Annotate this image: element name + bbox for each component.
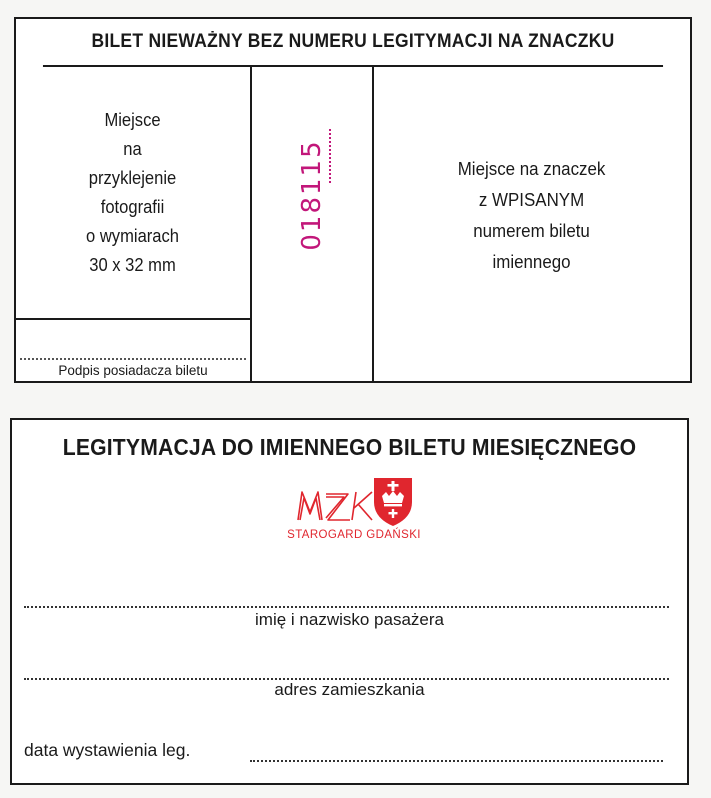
number-column <box>252 67 374 381</box>
logo-subtitle: STAROGARD GDAŃSKI <box>287 529 421 541</box>
photo-column <box>16 67 252 381</box>
stamp-line: imiennego <box>492 252 572 272</box>
photo-line: przyklejenie <box>89 167 177 188</box>
signature-label: Podpis posiadacza biletu <box>58 363 208 378</box>
mzk-letters <box>298 492 372 520</box>
stamp-line: z WPISANYM <box>479 190 585 210</box>
stamp-line: Miejsce na znaczek <box>458 159 606 179</box>
id-card <box>10 418 689 785</box>
number-dotted-line <box>329 129 331 183</box>
photo-instructions <box>87 106 180 280</box>
name-field[interactable] <box>24 606 669 608</box>
photo-line: Miejsce <box>104 109 162 130</box>
ticket-card <box>14 17 692 383</box>
mzk-logo <box>286 472 422 542</box>
date-field[interactable] <box>250 760 663 762</box>
address-label: adres zamieszkania <box>274 680 425 699</box>
ticket-header: BILET NIEWAŻNY BEZ NUMERU LEGITYMACJI NA ZNACZKU <box>43 19 663 67</box>
stamp-column <box>374 67 690 381</box>
photo-placeholder <box>16 67 250 320</box>
photo-line: o wymiarach <box>86 225 180 246</box>
signature-line[interactable] <box>20 358 246 360</box>
stamp-instructions <box>458 154 606 278</box>
stamp-line: numerem biletu <box>473 221 591 241</box>
coat-of-arms-icon <box>374 478 412 526</box>
date-label: data wystawienia leg. <box>24 740 191 760</box>
id-card-title: LEGITYMACJA DO IMIENNEGO BILETU MIESIĘCZNEGO <box>62 434 637 460</box>
photo-line: na <box>123 138 143 159</box>
photo-line: 30 x 32 mm <box>89 254 177 275</box>
photo-line: fotografii <box>101 196 165 217</box>
ticket-number: 018115 <box>297 139 327 251</box>
name-label: imię i nazwisko pasażera <box>255 610 444 629</box>
